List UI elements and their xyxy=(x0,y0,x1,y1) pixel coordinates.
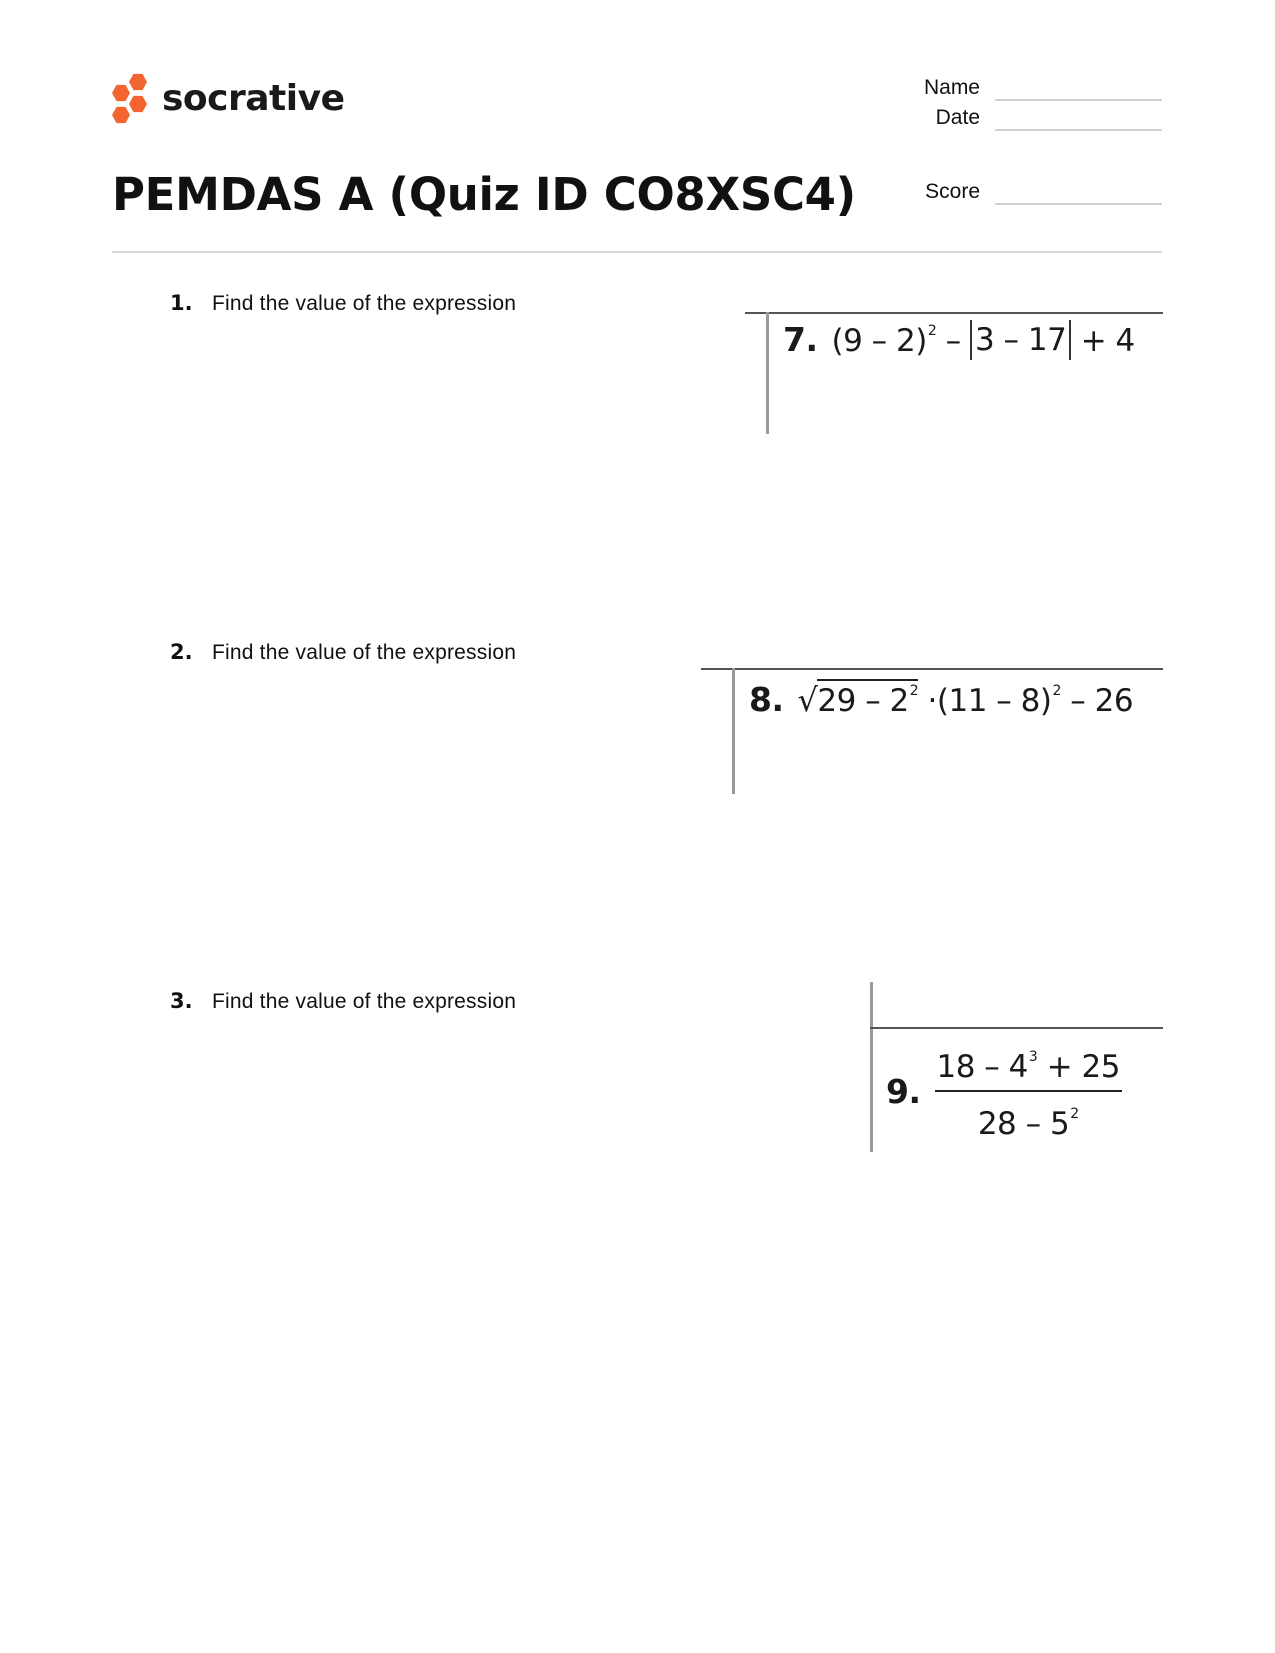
header-divider xyxy=(112,251,1162,253)
image-border-top xyxy=(701,668,1163,670)
socrative-logo xyxy=(112,72,344,124)
score-line[interactable] xyxy=(995,203,1162,205)
name-line[interactable] xyxy=(995,99,1162,101)
image-border-left xyxy=(732,668,735,794)
date-label: Date xyxy=(935,106,980,129)
image-border-left xyxy=(766,312,769,434)
name-label: Name xyxy=(923,76,980,99)
question-text: Find the value of the expression xyxy=(212,641,517,664)
name-field[interactable] xyxy=(880,74,1162,104)
hexagon-cluster-icon xyxy=(112,73,150,123)
image-border-top xyxy=(870,1027,1163,1029)
image-border-left xyxy=(870,982,873,1152)
score-label: Score xyxy=(925,180,980,203)
date-line[interactable] xyxy=(995,129,1162,131)
expression-9: 9. $\frac{18 - 4^3 + 25}{28 - 5^2}$ xyxy=(886,1038,1122,1144)
question-number: 2. xyxy=(170,640,193,664)
question-text: Find the value of the expression xyxy=(212,990,517,1013)
question-2 xyxy=(170,640,590,665)
date-field[interactable] xyxy=(880,104,1162,134)
question-number: 3. xyxy=(170,989,193,1013)
expression-image-8 xyxy=(701,668,1163,794)
question-text: Find the value of the expression xyxy=(212,292,517,315)
quiz-title: PEMDAS A (Quiz ID CO8XSC4) xyxy=(112,168,856,221)
expression-image-7 xyxy=(745,312,1163,434)
question-1 xyxy=(170,291,590,316)
score-field[interactable] xyxy=(880,178,1162,208)
expression-7: 7. (9 – 2)$^2$ – 3 – 17 + 4 xyxy=(783,320,1135,359)
expression-8: 8. $√29 - 2^2 \cdot(11 - 8)^2 - 26$ xyxy=(749,680,1134,719)
question-3 xyxy=(170,989,590,1014)
expression-image-9 xyxy=(868,982,1163,1152)
brand-name: socrative xyxy=(162,77,345,119)
image-border-top xyxy=(745,312,1163,314)
question-number: 1. xyxy=(170,291,193,315)
